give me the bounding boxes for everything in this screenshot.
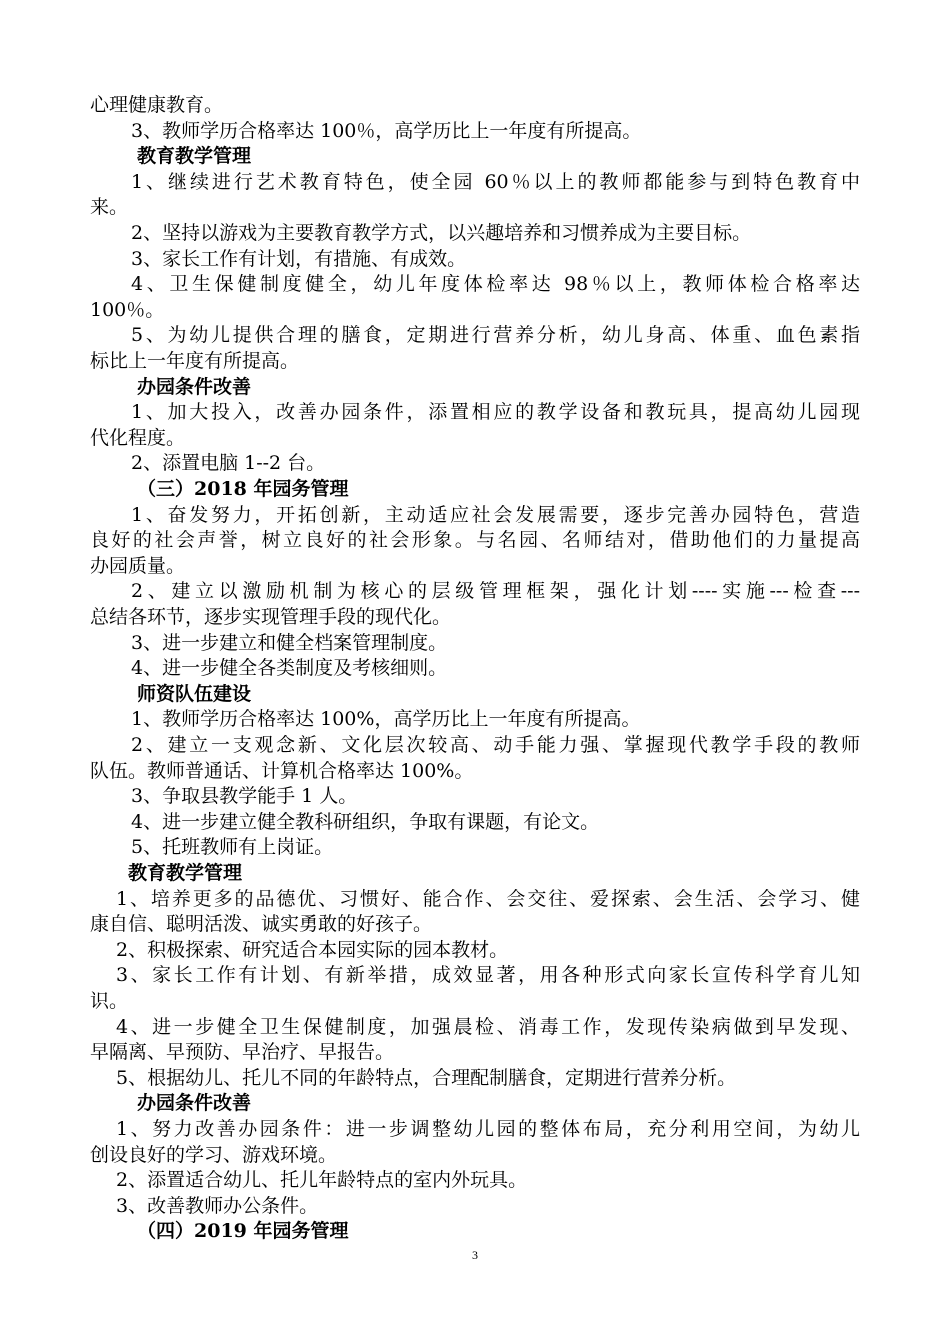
section-heading: （三）2018 年园务管理: [137, 478, 349, 500]
text-line: 办园质量。: [90, 554, 186, 577]
text-line: 5、根据幼儿、托儿不同的年龄特点，合理配制膳食，定期进行营养分析。: [116, 1066, 737, 1089]
text-line: 4、进一步健全各类制度及考核细则。: [131, 657, 448, 680]
text-line: 5、托班教师有上岗证。: [131, 836, 334, 859]
text-line: 队伍。教师普通话、计算机合格率达 100%。: [90, 759, 474, 782]
text-line: 1、培养更多的品德优、习惯好、能合作、会交往、爱探索、会生活、会学习、健: [116, 887, 860, 910]
text-line: 4、进一步建立健全教科研组织，争取有课题，有论文。: [131, 810, 600, 833]
section-heading: 师资队伍建设: [137, 682, 252, 705]
text-line: 2、坚持以游戏为主要教育教学方式，以兴趣培养和习惯养成为主要目标。: [131, 222, 752, 244]
text-line: 2、积极探索、研究适合本园实际的园本教材。: [116, 938, 509, 961]
text-line: 2、建立以激励机制为核心的层级管理框架，强化计划----实施---检查---: [131, 580, 860, 603]
text-line: 识。: [90, 990, 129, 1012]
text-line: 3、改善教师办公条件。: [116, 1194, 319, 1217]
text-line: 3、家长工作有计划，有措施、有成效。: [131, 247, 467, 270]
text-line: 100％。: [90, 298, 165, 321]
text-line: 心理健康教育。: [90, 94, 224, 116]
text-line: 5、为幼儿提供合理的膳食，定期进行营养分析，幼儿身高、体重、血色素指: [131, 324, 860, 347]
text-line: 1、努力改善办园条件：进一步调整幼儿园的整体布局，充分利用空间，为幼儿: [116, 1118, 860, 1140]
text-line: 1、奋发努力，开拓创新，主动适应社会发展需要，逐步完善办园特色，营造: [131, 503, 860, 526]
text-line: 标比上一年度有所提高。: [90, 350, 300, 372]
text-line: 来。: [90, 196, 129, 219]
text-line: 早隔离、早预防、早治疗、早报告。: [90, 1041, 395, 1064]
section-heading: 教育教学管理: [128, 862, 243, 884]
text-line: 3、家长工作有计划、有新举措，成效显著，用各种形式向家长宣传科学育儿知: [116, 964, 860, 987]
text-line: 4、卫生保健制度健全，幼儿年度体检率达 98％以上，教师体检合格率达: [131, 273, 860, 296]
text-line: 3、进一步建立和健全档案管理制度。: [131, 631, 448, 654]
section-heading: 办园条件改善: [137, 1092, 252, 1115]
text-line: 3、争取县教学能手 1 人。: [131, 785, 358, 808]
text-line: 4、进一步健全卫生保健制度，加强晨检、消毒工作，发现传染病做到早发现、: [116, 1015, 860, 1038]
text-line: 1、加大投入，改善办园条件，添置相应的教学设备和教玩具，提高幼儿园现: [131, 401, 860, 424]
page-number: 3: [472, 1248, 478, 1262]
text-line: 1、教师学历合格率达 100%，高学历比上一年度有所提高。: [131, 708, 641, 731]
text-line: 2、添置电脑 1--2 台。: [131, 452, 326, 475]
text-line: 良好的社会声誉，树立良好的社会形象。与名园、名师结对，借助他们的力量提高: [90, 529, 860, 552]
text-line: 1、继续进行艺术教育特色，使全园 60％以上的教师都能参与到特色教育中: [131, 170, 860, 193]
section-heading: 办园条件改善: [137, 375, 252, 398]
text-line: 康自信、聪明活泼、诚实勇敢的好孩子。: [90, 913, 433, 936]
text-line: 2、建立一支观念新、文化层次较高、动手能力强、掌握现代教学手段的教师: [131, 734, 860, 756]
text-line: 3、教师学历合格率达 100％，高学历比上一年度有所提高。: [131, 119, 642, 142]
text-line: 代化程度。: [90, 426, 186, 449]
section-heading: （四）2019 年园务管理: [137, 1220, 349, 1243]
text-line: 2、添置适合幼儿、托儿年龄特点的室内外玩具。: [116, 1169, 528, 1192]
text-line: 总结各环节，逐步实现管理手段的现代化。: [90, 606, 452, 628]
section-heading: 教育教学管理: [137, 145, 252, 168]
text-line: 创设良好的学习、游戏环境。: [90, 1143, 338, 1166]
